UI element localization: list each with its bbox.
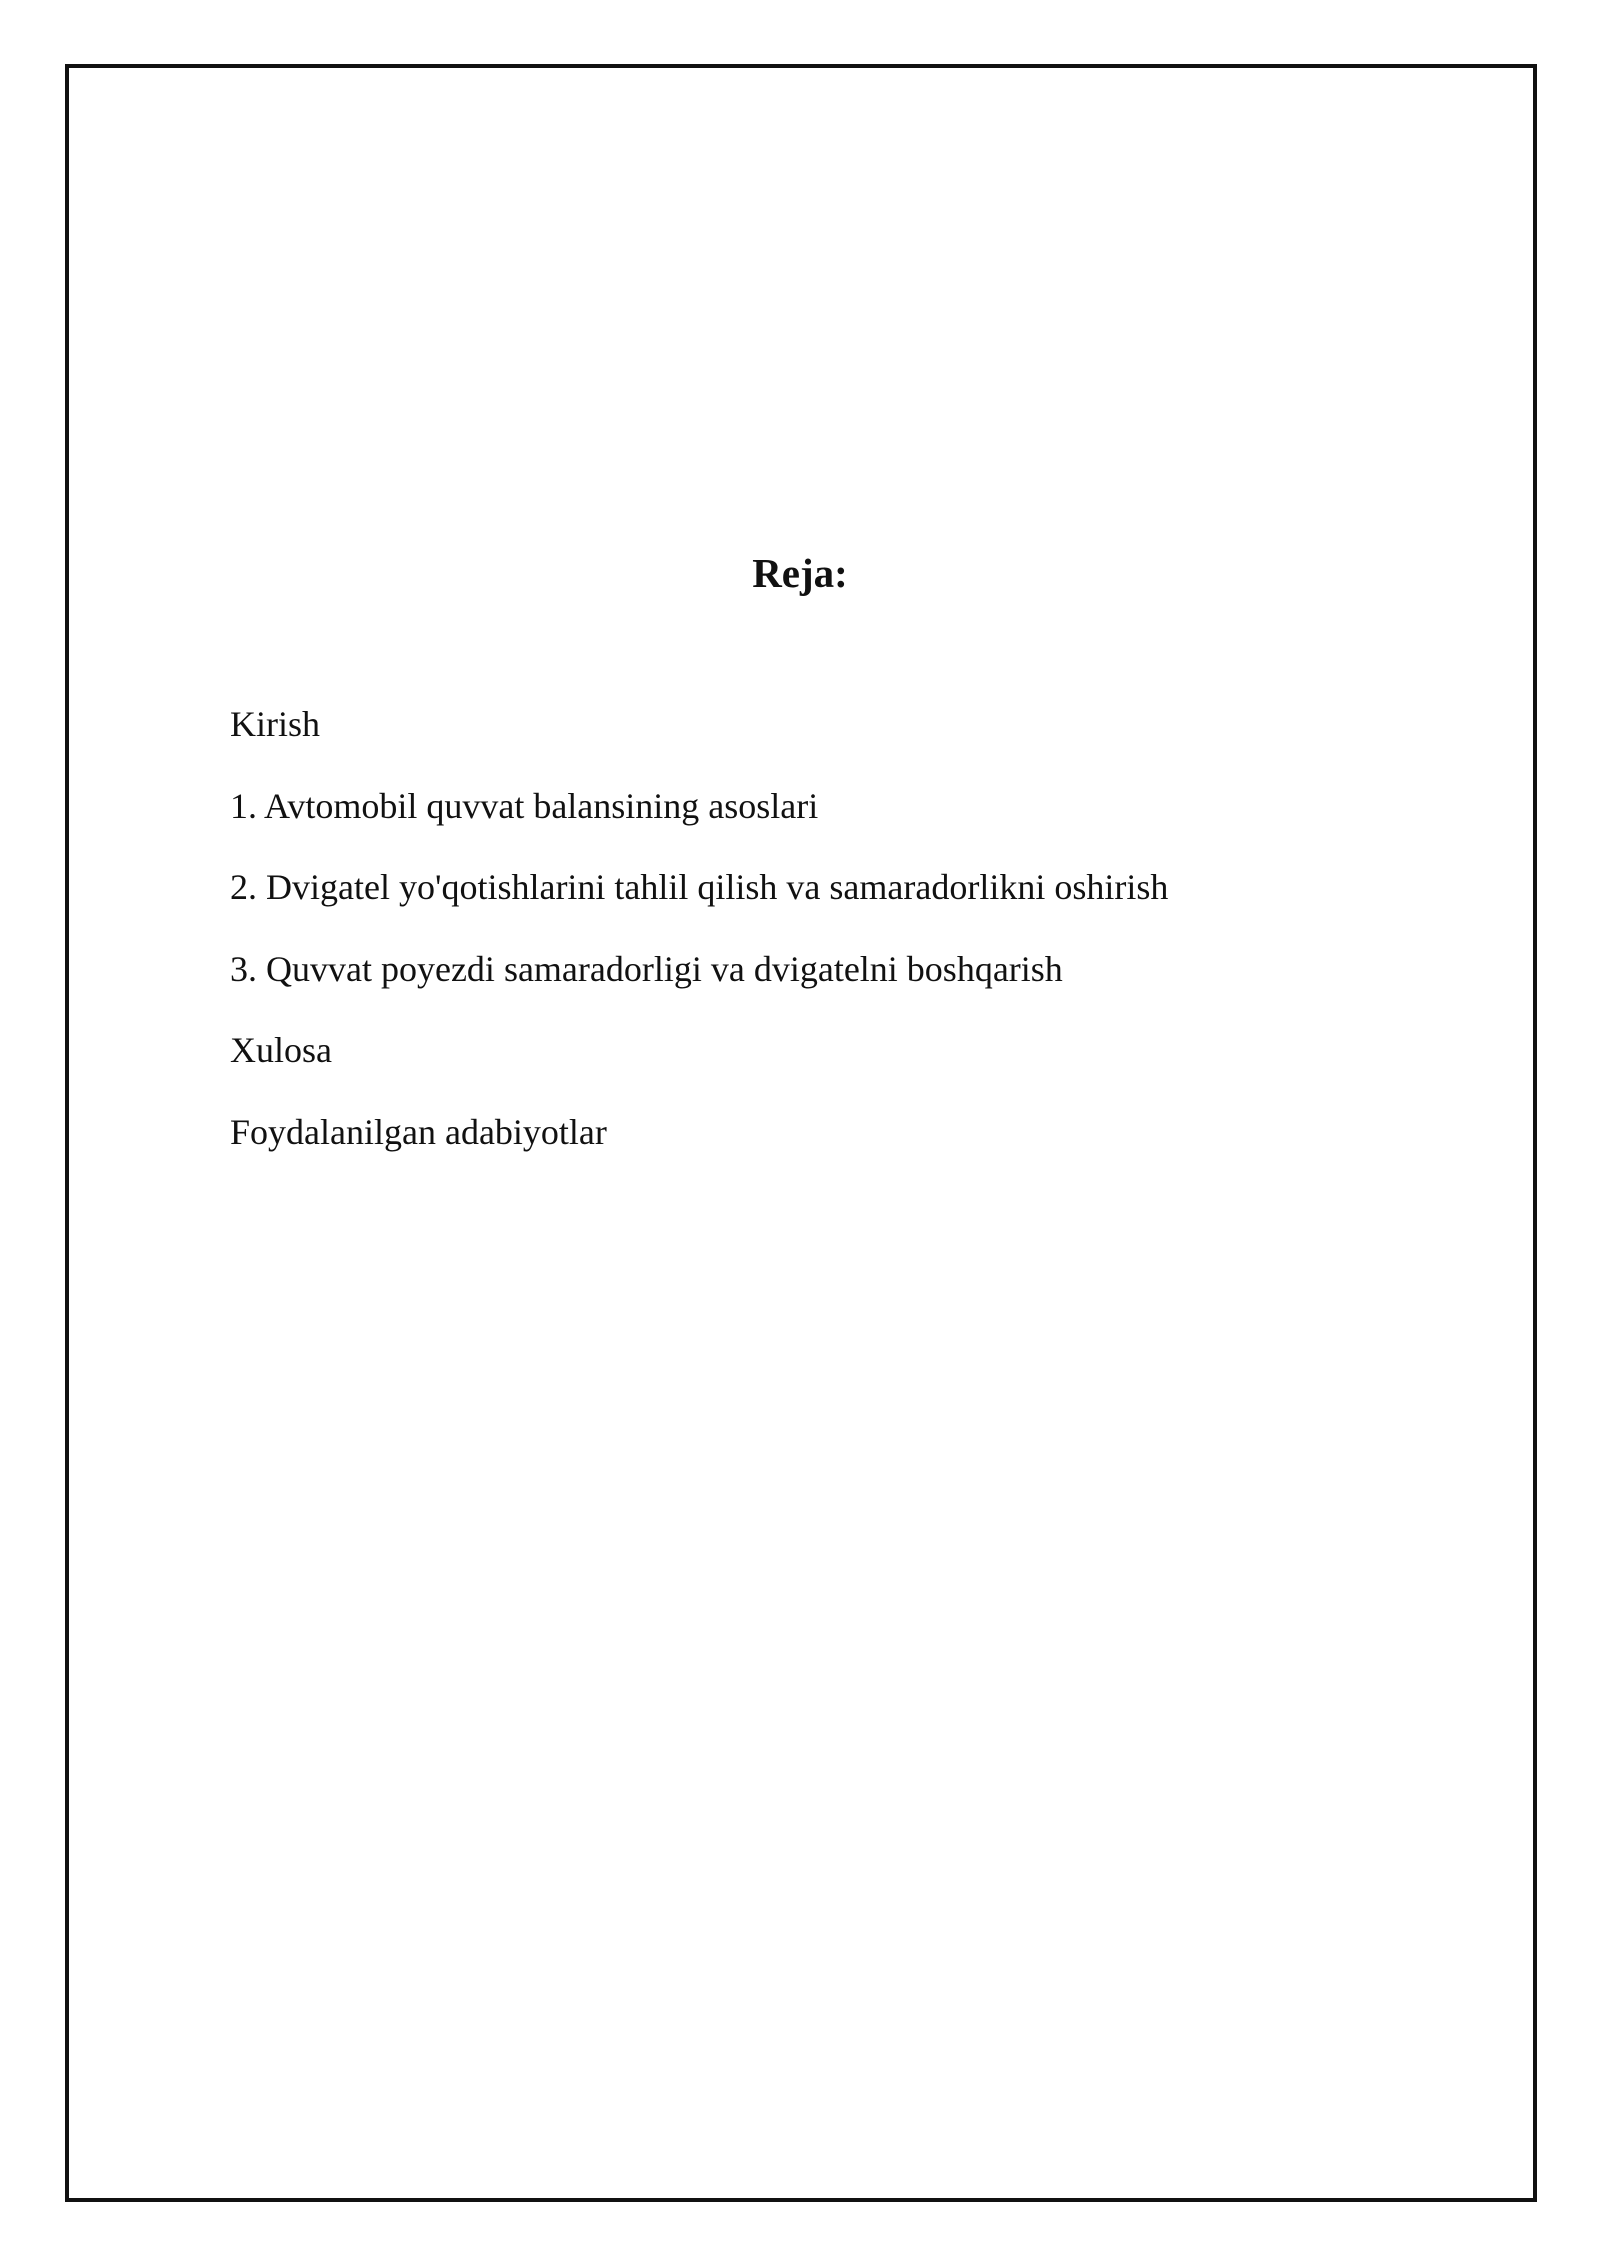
toc-item-3: 3. Quvvat poyezdi samaradorligi va dvigatelni boshqarish [230, 948, 1063, 989]
table-of-contents [230, 702, 1168, 1191]
toc-item-introduction: Kirish [230, 704, 320, 744]
toc-item-references: Foydalanilgan adabiyotlar [230, 1111, 607, 1152]
toc-item-2: 2. Dvigatel yo'qotishlarini tahlil qilish va samaradorlikni oshirish [230, 867, 1169, 907]
toc-item-conclusion: Xulosa [230, 1030, 332, 1070]
page-title: Reja: [752, 550, 848, 596]
toc-item-1: 1. Avtomobil quvvat balansining asoslari [230, 785, 819, 826]
